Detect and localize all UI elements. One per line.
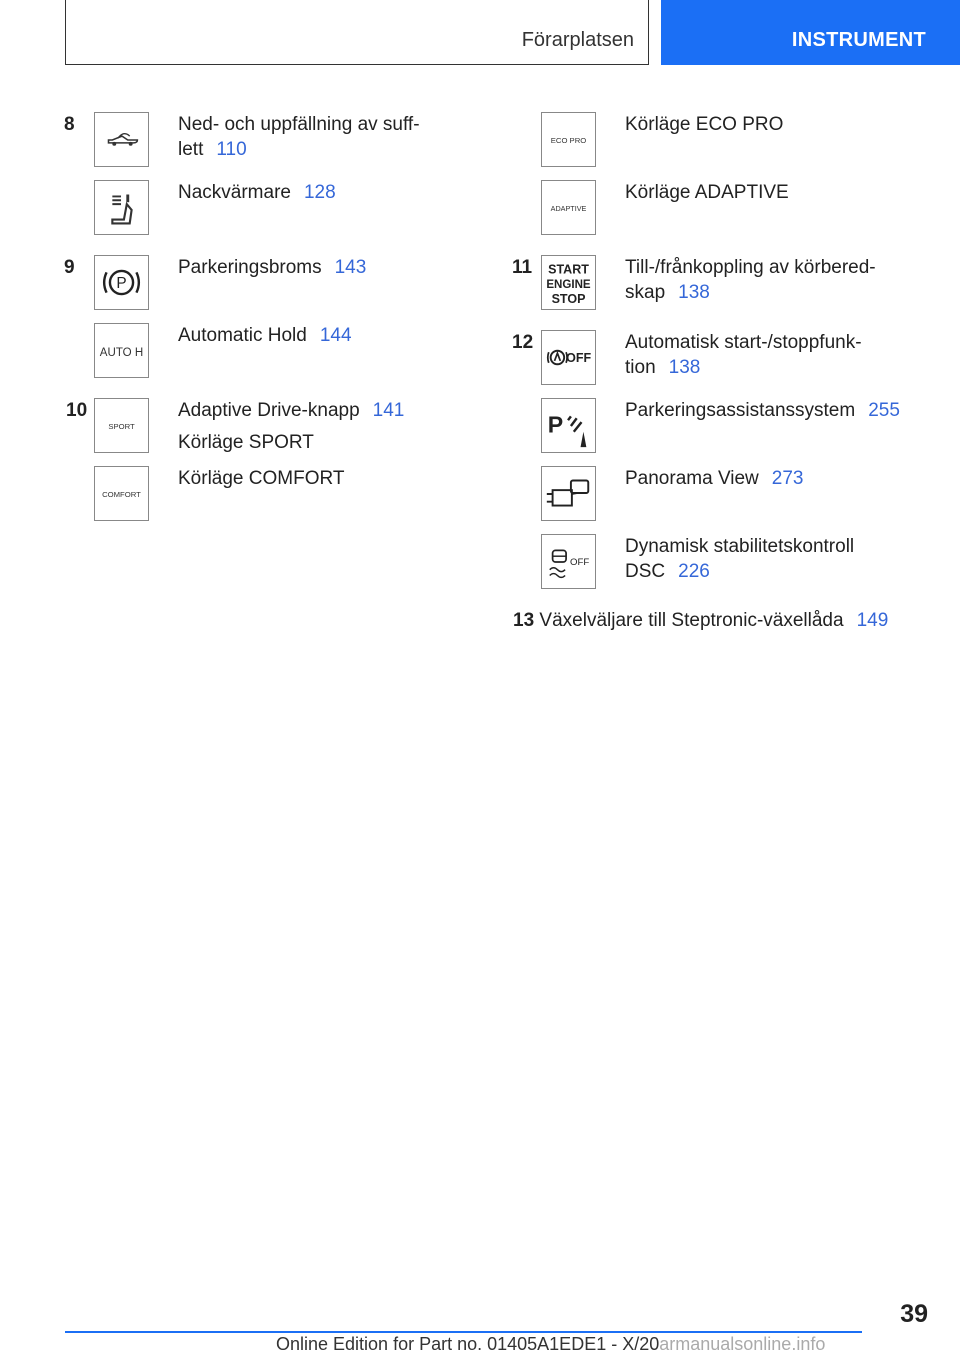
item-text xyxy=(625,112,895,137)
icon-label: START xyxy=(548,262,589,277)
footer-watermark: armanualsonline.info xyxy=(659,1334,826,1354)
item-text xyxy=(625,534,895,584)
item-text xyxy=(625,398,925,423)
item-label: Nackvärmare xyxy=(178,182,291,203)
page-ref-link[interactable]: 226 xyxy=(678,561,710,582)
item-number: 9 xyxy=(64,257,75,278)
convertible-roof-icon xyxy=(94,112,149,167)
item-text xyxy=(178,255,448,280)
parking-brake-icon xyxy=(94,255,149,310)
page-ref-link[interactable]: 273 xyxy=(771,468,804,489)
page-ref-link[interactable]: 143 xyxy=(334,257,367,278)
page-ref-link[interactable]: 128 xyxy=(303,182,336,203)
section-title: Förarplatsen xyxy=(521,29,634,51)
item-text xyxy=(178,323,448,348)
park-assist-icon xyxy=(541,398,596,453)
item-label: Parkeringsassistanssystem xyxy=(625,400,856,421)
dsc-off-icon xyxy=(541,534,596,589)
icon-label: OFF xyxy=(569,556,590,568)
item-label: Körläge ECO PRO xyxy=(625,114,784,135)
item-label: Körläge ADAPTIVE xyxy=(625,182,789,203)
auto-hold-icon xyxy=(94,323,149,378)
svg-text:P: P xyxy=(116,274,127,292)
item-label: Automatic Hold xyxy=(178,325,307,346)
item-text xyxy=(178,112,448,162)
page-ref-link[interactable]: 138 xyxy=(678,282,710,303)
icon-label: COMFORT xyxy=(102,489,141,499)
page-ref-link[interactable]: 144 xyxy=(319,325,352,346)
sport-button-icon xyxy=(94,398,149,453)
item-label: Panorama View xyxy=(625,468,759,489)
page-ref-link[interactable]: 110 xyxy=(216,139,247,160)
start-stop-button-icon xyxy=(541,255,596,310)
item-label: Dynamisk stabilitetskontroll DSC xyxy=(625,536,855,582)
footer-divider xyxy=(65,1331,862,1333)
page-ref-link[interactable]: 138 xyxy=(668,357,701,378)
chapter-title: INSTRUMENT xyxy=(791,29,926,51)
footer-edition xyxy=(276,1334,825,1355)
page-ref-link[interactable]: 149 xyxy=(856,610,889,631)
auto-start-stop-off-icon xyxy=(541,330,596,385)
item-number: 11 xyxy=(512,257,533,278)
page-ref-link[interactable]: 141 xyxy=(372,400,405,421)
page-number: 39 xyxy=(900,1300,928,1328)
chapter-tab[interactable] xyxy=(661,0,960,65)
item-text xyxy=(625,466,895,491)
item-number: 10 xyxy=(66,400,88,421)
icon-label: SPORT xyxy=(108,421,135,431)
item-label: Körläge COMFORT xyxy=(178,468,345,489)
panorama-view-icon xyxy=(541,466,596,521)
icon-label: OFF xyxy=(566,350,592,365)
item-text xyxy=(178,398,448,455)
adaptive-icon xyxy=(541,180,596,235)
neck-warmer-icon xyxy=(94,180,149,235)
svg-text:P: P xyxy=(547,411,564,438)
item-number: 13 xyxy=(513,610,535,631)
item-label: Parkeringsbroms xyxy=(178,257,322,278)
icon-label: ECO PRO xyxy=(550,135,587,145)
eco-pro-icon xyxy=(541,112,596,167)
item-label: Adaptive Drive-knapp xyxy=(178,400,360,421)
item-text xyxy=(513,608,933,633)
page-ref-link[interactable]: 255 xyxy=(868,400,900,421)
item-label: Växelväljare till Steptronic-växellåda xyxy=(539,610,844,631)
item-text xyxy=(178,180,448,205)
item-text xyxy=(178,466,448,491)
item-number: 8 xyxy=(64,114,75,135)
icon-label: AUTO H xyxy=(99,346,144,359)
item-text xyxy=(625,180,895,205)
item-label: Till-/frånkoppling av körbered- skap xyxy=(625,257,876,303)
icon-label: ADAPTIVE xyxy=(550,203,587,213)
item-sublabel: Körläge SPORT xyxy=(178,432,314,453)
section-header xyxy=(65,0,649,65)
comfort-button-icon xyxy=(94,466,149,521)
item-number: 12 xyxy=(512,332,534,353)
icon-label: ENGINE xyxy=(546,278,591,291)
item-label: Ned- och uppfällning av suff- lett xyxy=(178,114,420,160)
item-label: Automatisk start-/stoppfunk- tion xyxy=(625,332,862,378)
footer-edition-text: Online Edition for Part no. 01405A1EDE1 - X/20 xyxy=(276,1334,660,1354)
icon-label: STOP xyxy=(551,292,586,307)
item-text xyxy=(625,255,895,305)
item-text xyxy=(625,330,895,380)
